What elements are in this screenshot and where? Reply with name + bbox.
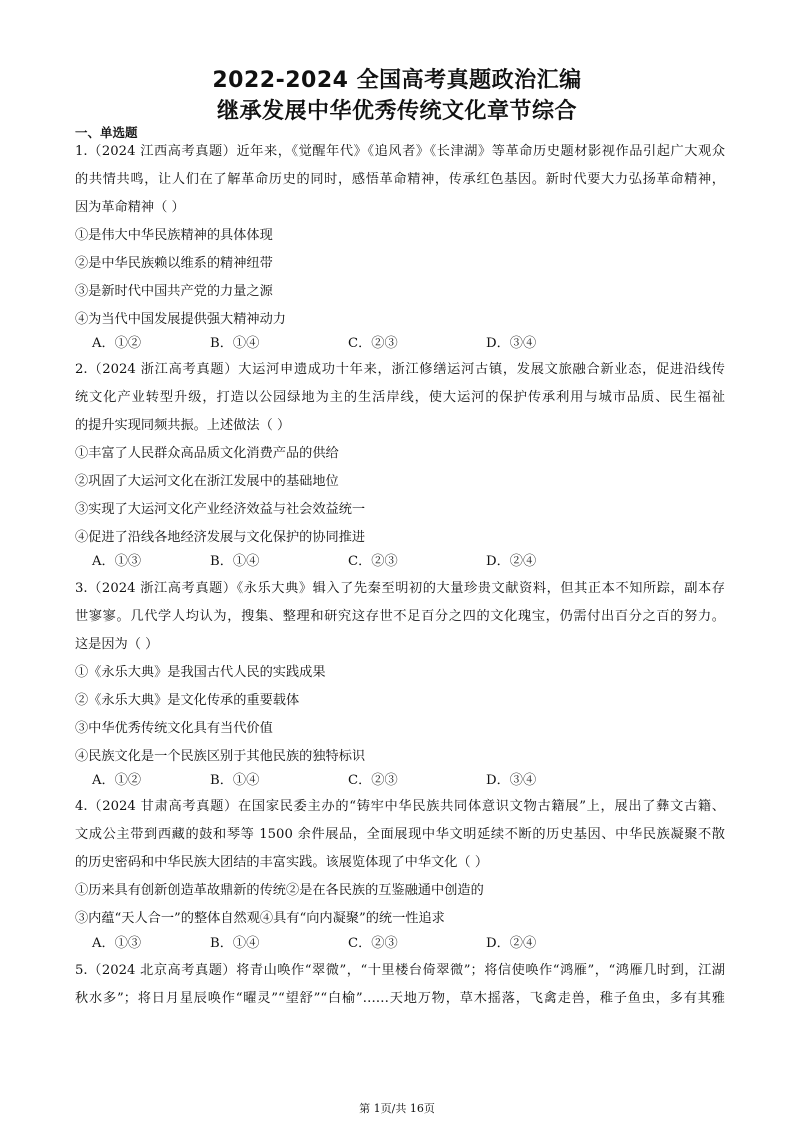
- question-4-line-1: 4.（2024 甘肃高考真题）在国家民委主办的“铸牢中华民族共同体意识文物古籍展”上，展出了彝文古籍、: [75, 799, 725, 814]
- option-d[interactable]: D．②④: [486, 936, 537, 951]
- option-d[interactable]: D．③④: [486, 773, 537, 788]
- document-title-line-1: 2022-2024 全国高考真题政治汇编: [212, 68, 582, 93]
- question-3-statement-1: ①《永乐大典》是我国古代人民的实践成果: [75, 665, 326, 680]
- question-2-statement-1: ①丰富了人民群众高品质文化消费产品的供给: [75, 446, 339, 461]
- option-a[interactable]: A．①②: [92, 773, 142, 788]
- document-title-line-2: 继承发展中华优秀传统文化章节综合: [216, 99, 577, 124]
- question-3-line-1: 3.（2024 浙江高考真题）《永乐大典》辑入了先秦至明初的大量珍贵文献资料，但其正本不知所踪，副本存: [75, 581, 725, 596]
- option-d[interactable]: D．③④: [486, 336, 537, 351]
- question-5-line-2: 秋水多”；将日月星辰唤作“曜灵”“望舒”“白榆”……天地万物，草木摇落，飞禽走兽，稚子鱼虫，多有其雅: [75, 991, 725, 1006]
- question-3-line-3: 这是因为（ ）: [75, 637, 159, 652]
- question-3-statement-2: ②《永乐大典》是文化传承的重要载体: [75, 693, 300, 708]
- option-b[interactable]: B．①④: [210, 554, 260, 569]
- question-1-line-3: 因为革命精神（ ）: [75, 200, 185, 215]
- question-1-statement-2: ②是中华民族赖以维系的精神纽带: [75, 256, 273, 271]
- question-4-statement-2: ③内蕴“天人合一”的整体自然观④具有“向内凝聚”的统一性追求: [75, 911, 445, 926]
- question-3-line-2: 世寥寥。几代学人均认为，搜集、整理和研究这存世不足百分之四的文化瑰宝，仍需付出百分之百的努力。: [75, 609, 725, 624]
- option-c[interactable]: C．②③: [348, 773, 398, 788]
- question-4-line-2: 文成公主带到西藏的鼓和琴等 1500 余件展品，全面展现中华文明延续不断的历史基因、中华民族凝聚不散: [75, 827, 725, 842]
- question-2-statement-2: ②巩固了大运河文化在浙江发展中的基础地位: [75, 474, 339, 489]
- option-a[interactable]: A．①③: [92, 554, 142, 569]
- question-3-statement-3: ③中华优秀传统文化具有当代价值: [75, 721, 273, 736]
- question-5-line-1: 5.（2024 北京高考真题）将青山唤作“翠微”，“十里楼台倚翠微”；将信使唤作“鸿雁”，“鸿雁几时到，江湖: [75, 963, 725, 978]
- page-number: 第 1页/共 16页: [359, 1102, 435, 1115]
- option-d[interactable]: D．②④: [486, 554, 537, 569]
- option-b[interactable]: B．①④: [210, 773, 260, 788]
- question-2-options: [92, 550, 652, 572]
- question-4-statement-1: ①历来具有创新创造革故鼎新的传统②是在各民族的互鉴融通中创造的: [75, 883, 484, 898]
- question-2-line-3: 的提升实现同频共振。上述做法（ ）: [75, 418, 291, 433]
- question-1-line-2: 的共情共鸣，让人们在了解革命历史的同时，感悟革命精神，传承红色基因。新时代要大力弘扬革命精神，: [75, 172, 725, 187]
- section-heading: 一、单选题: [75, 125, 138, 140]
- question-4-line-3: 的历史密码和中华民族大团结的丰富实践。该展览体现了中华文化（ ）: [75, 855, 489, 870]
- question-3-statement-4: ④民族文化是一个民族区别于其他民族的独特标识: [75, 749, 366, 764]
- question-2-statement-4: ④促进了沿线各地经济发展与文化保护的协同推进: [75, 530, 366, 545]
- option-a[interactable]: A．①②: [92, 336, 142, 351]
- option-a[interactable]: A．①③: [92, 936, 142, 951]
- option-b[interactable]: B．①④: [210, 936, 260, 951]
- question-1-line-1: 1.（2024 江西高考真题）近年来，《觉醒年代》《追风者》《长津湖》等革命历史题材影视作品引起广大观众: [75, 144, 725, 159]
- question-5: [75, 957, 725, 1013]
- question-1-options: [92, 332, 652, 354]
- question-4-options: [92, 932, 652, 954]
- question-2-statement-3: ③实现了大运河文化产业经济效益与社会效益统一: [75, 502, 366, 517]
- question-1-statement-1: ①是伟大中华民族精神的具体体现: [75, 228, 273, 243]
- option-c[interactable]: C．②③: [348, 336, 398, 351]
- option-b[interactable]: B．①④: [210, 336, 260, 351]
- question-3: [75, 575, 725, 771]
- question-1-statement-4: ④为当代中国发展提供强大精神动力: [75, 312, 286, 327]
- question-2-line-2: 统文化产业转型升级，打造以公园绿地为主的生活岸线，使大运河的保护传承利用与城市品质、民生福祉: [75, 390, 725, 405]
- question-1: [75, 138, 725, 334]
- question-4: [75, 793, 725, 933]
- question-2-line-1: 2.（2024 浙江高考真题）大运河申遗成功十年来，浙江修缮运河古镇，发展文旅融合新业态，促进沿线传: [75, 362, 725, 377]
- question-2: [75, 356, 725, 552]
- question-1-statement-3: ③是新时代中国共产党的力量之源: [75, 284, 273, 299]
- option-c[interactable]: C．②③: [348, 554, 398, 569]
- question-3-options: [92, 769, 652, 791]
- option-c[interactable]: C．②③: [348, 936, 398, 951]
